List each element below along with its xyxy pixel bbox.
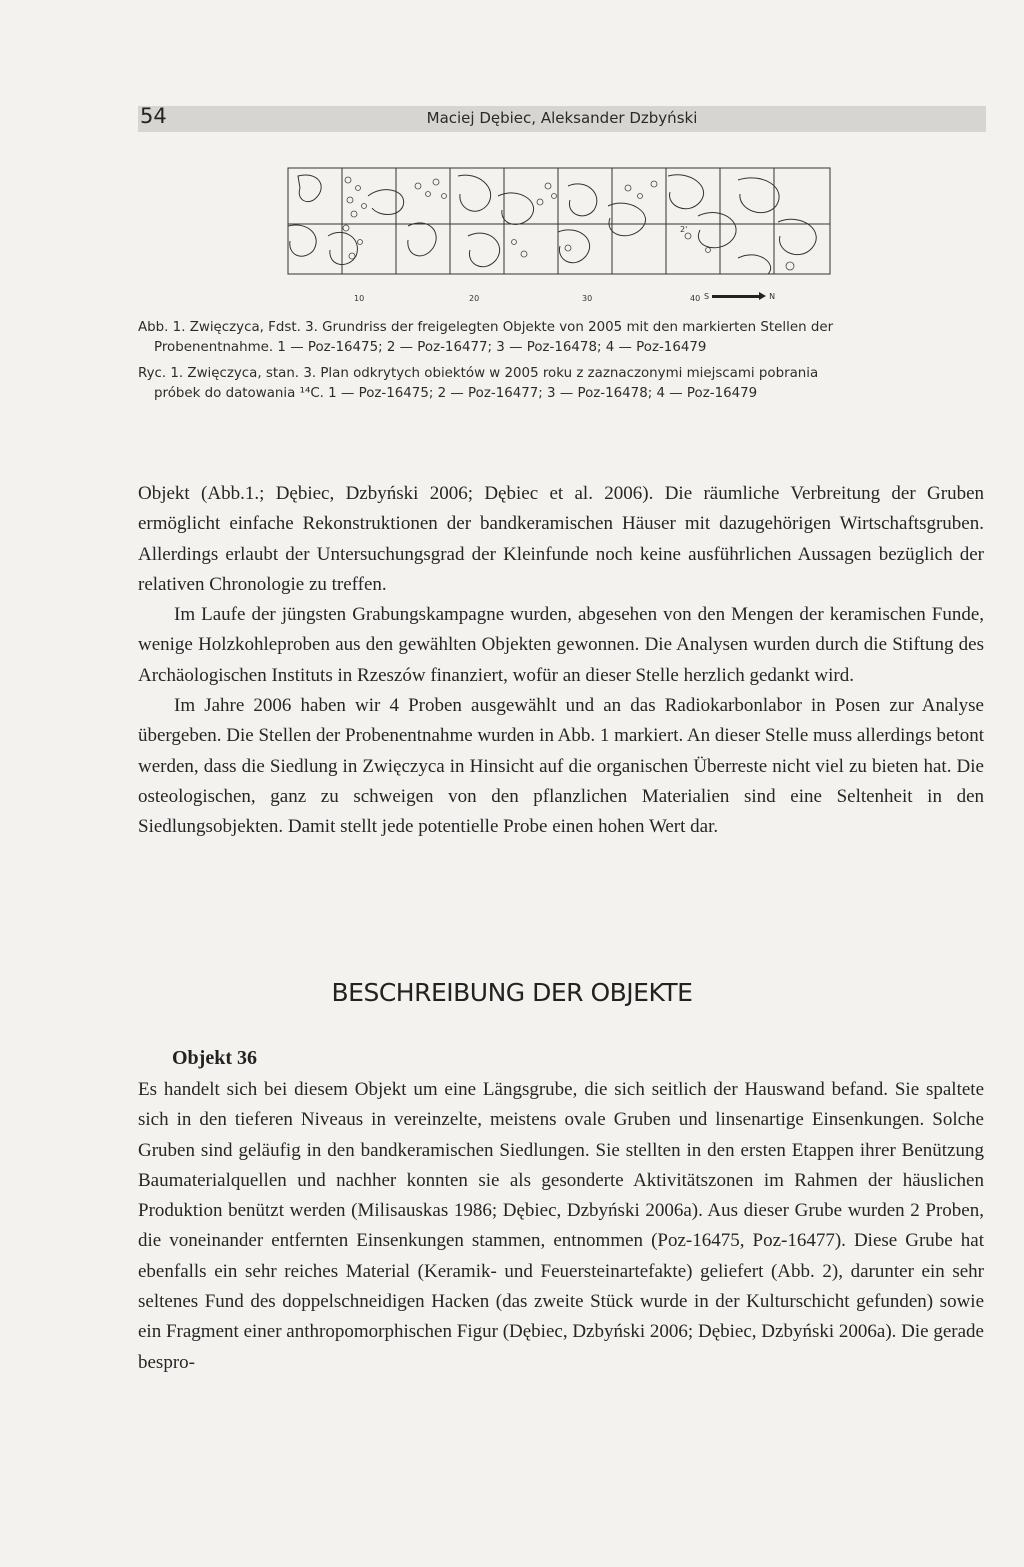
- scale-label: 40: [690, 294, 701, 303]
- scale-label: 20: [469, 294, 480, 303]
- pit-outline: [298, 175, 321, 202]
- running-head-authors: Maciej Dębiec, Aleksander Dzbyński: [426, 109, 698, 127]
- object-description: [138, 1075, 984, 1378]
- object-heading: Objekt 36: [172, 1047, 257, 1069]
- direction-from-label: S: [704, 292, 710, 301]
- caption-line: Abb. 1. Zwięczyca, Fdst. 3. Grundriss der freigelegten Objekte von 2005 mit den markierten Stellen der: [138, 320, 834, 335]
- caption-line: próbek do datowania ¹⁴C. 1 — Poz-16475; 2 — Poz-16477; 3 — Poz-16478; 4 — Poz-16479: [154, 386, 758, 401]
- north-arrow: [704, 292, 775, 301]
- paragraph: Im Laufe der jüngsten Grabungskampagne wurden, abgesehen von den Mengen der keramischen Funde, wenige Holzkohleproben aus den gewählten Objekten gewonnen. Die Analysen wurden durch die Stiftung des Archäologischen Instituts in Rzeszów finanziert, wofür an dieser Stelle herzlich gedankt wird.: [138, 604, 984, 686]
- body-paragraphs: [138, 479, 984, 843]
- running-header: [138, 106, 986, 132]
- caption-german: [138, 318, 988, 358]
- sample-marker: 2': [680, 225, 688, 234]
- section-heading: BESCHREIBUNG DER OBJEKTE: [331, 978, 693, 1007]
- scale-label: 10: [354, 294, 365, 303]
- page-number: 54: [140, 104, 167, 128]
- caption-polish: [138, 364, 988, 404]
- paragraph: Objekt (Abb.1.; Dębiec, Dzbyński 2006; Dębiec et al. 2006). Die räumliche Verbreitung der Gruben ermöglicht einfache Rekonstruktionen der bandkeramischen Häuser mit dazugehörigen Wirtschaftsgruben. Allerdings erlaubt der Untersuchungsgrad der Kleinfunde noch keine ausführlichen Aussagen bezüglich der relativen Chronologie zu treffen.: [138, 483, 984, 595]
- direction-to-label: N: [769, 292, 776, 301]
- paragraph: Im Jahre 2006 haben wir 4 Proben ausgewählt und an das Radiokarbonlabor in Posen zur Analyse übergeben. Die Stellen der Probenentnahme wurden in Abb. 1 markiert. An dieser Stelle muss allerdings betont werden, dass die Siedlung in Zwięczyca in Hinsicht auf die organischen Überreste nicht viel zu bieten hat. Die osteologischen, ganz zu schweigen von den pflanzlichen Materialien sind eine Seltenheit in den Siedlungsobjekten. Damit stellt jede potentielle Probe einen hohen Wert dar.: [138, 695, 985, 838]
- arrow-icon: [712, 295, 760, 298]
- site-plan-figure: [268, 166, 834, 278]
- plan-frame: [288, 168, 830, 274]
- paragraph: Es handelt sich bei diesem Objekt um eine Längsgrube, die sich seitlich der Hauswand befand. Sie spaltete sich in den tieferen Niveaus in vereinzelte, meistens ovale Gruben und linsenartige Einsenkungen. Solche Gruben sind geläufig in den bandkeramischen Siedlungen. Sie stellten in den ersten Etappen ihrer Benützung Baumaterialquellen und nachher konnten sie als gesonderte Aktivitätszonen im Rahmen der häuslichen Produktion benützt werden (Milisauskas 1986; Dębiec, Dzbyński 2006a). Aus dieser Grube wurden 2 Proben, die voneinander entfernten Einsenkungen stammen, entnommen (Poz-16475, Poz-16477). Diese Grube hat ebenfalls ein sehr reiches Material (Keramik- und Feuersteinartefakte) geliefert (Abb. 2), darunter ein sehr seltenes Fund des doppelschneidigen Hacken (das zweite Stück wurde in der Kulturschicht gefunden) sowie ein Fragment einer anthropomorphischen Figur (Dębiec, Dzbyński 2006; Dębiec, Dzbyński 2006a). Die gerade bespro-: [138, 1079, 984, 1373]
- caption-line: Probenentnahme. 1 — Poz-16475; 2 — Poz-16477; 3 — Poz-16478; 4 — Poz-16479: [154, 340, 707, 355]
- scale-label: 30: [582, 294, 593, 303]
- caption-line: Ryc. 1. Zwięczyca, stan. 3. Plan odkrytych obiektów w 2005 roku z zaznaczonymi miejscami pobrania: [138, 366, 819, 381]
